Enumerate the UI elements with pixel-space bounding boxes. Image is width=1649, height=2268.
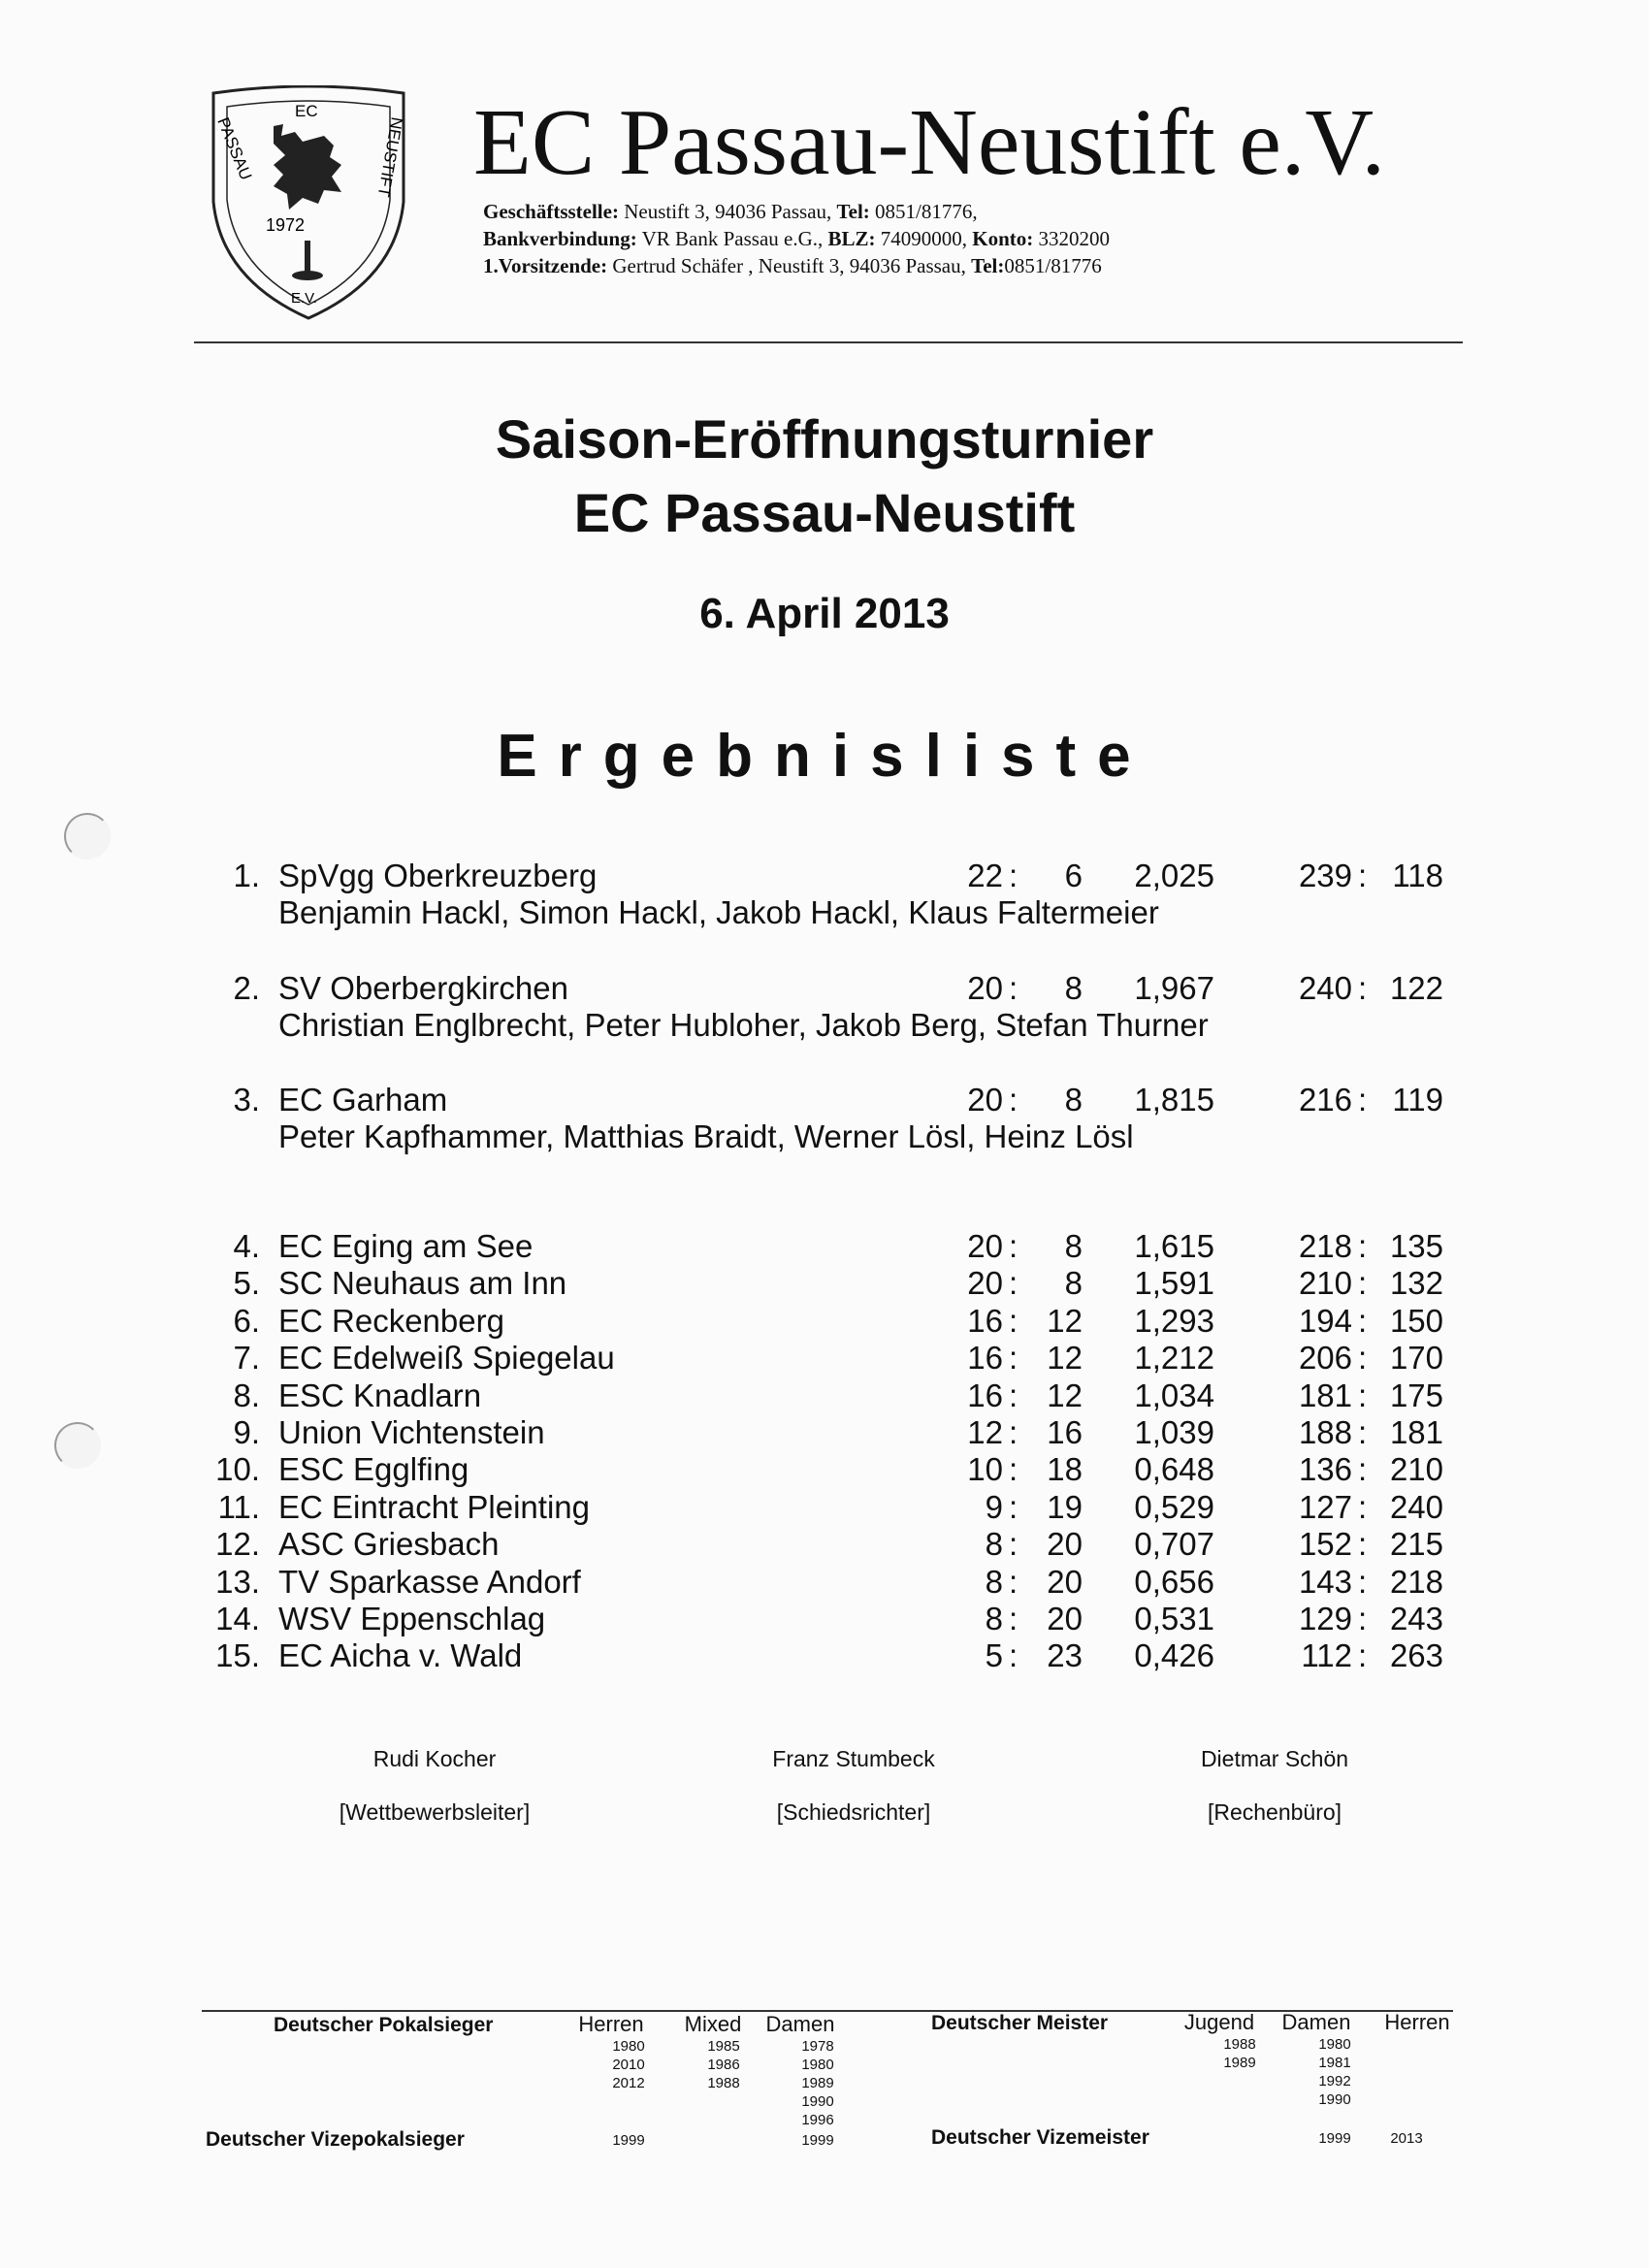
- result-stones-for: 206: [1298, 1340, 1352, 1377]
- result-points-won: 20: [967, 970, 1003, 1006]
- result-stones-against: 119: [1392, 1082, 1443, 1118]
- result-points-lost: 8: [1064, 1082, 1083, 1118]
- result-team: EC Reckenberg: [278, 1302, 504, 1339]
- result-points-won: 20: [967, 1265, 1003, 1302]
- vizepokal-damen-year: 1999: [801, 2132, 834, 2149]
- result-points-lost: 12: [1047, 1302, 1083, 1339]
- result-points-separator: :: [1009, 1601, 1018, 1636]
- result-quotient: 1,591: [1134, 1265, 1214, 1302]
- result-stones-against: 243: [1389, 1601, 1443, 1636]
- bank-line: Bankverbindung: VR Bank Passau e.G., BLZ: 74090000, Konto: 3320200: [483, 227, 1111, 250]
- official-role-3: [Rechenbüro]: [1207, 1799, 1342, 1825]
- result-stones-separator: :: [1358, 1414, 1368, 1450]
- result-points-lost: 12: [1047, 1340, 1083, 1377]
- result-rank: 15.: [215, 1637, 260, 1674]
- result-points-separator: :: [1009, 1082, 1018, 1118]
- result-stones-for: 136: [1298, 1451, 1352, 1488]
- official-name-1: Rudi Kocher: [372, 1746, 497, 1771]
- result-rank: 11.: [217, 1488, 260, 1525]
- result-points-lost: 6: [1064, 858, 1083, 893]
- result-team: EC Aicha v. Wald: [278, 1637, 523, 1674]
- result-quotient: 1,212: [1134, 1340, 1214, 1377]
- result-quotient: 0,648: [1134, 1451, 1214, 1488]
- meister-col-jugend: Jugend: [1183, 2010, 1255, 2034]
- result-stones-for: 127: [1298, 1488, 1352, 1525]
- result-points-won: 20: [967, 1228, 1003, 1264]
- result-row: [0, 1489, 1649, 1526]
- result-team: EC Eging am See: [278, 1228, 534, 1264]
- result-quotient: 0,707: [1134, 1526, 1214, 1563]
- result-rank: 6.: [233, 1302, 260, 1339]
- logo-text-top: EC: [295, 102, 318, 120]
- result-stones-against: 215: [1389, 1526, 1443, 1563]
- result-quotient: 2,025: [1134, 858, 1214, 893]
- pokal-mixed-years: 1985 1986 1988: [707, 2038, 740, 2091]
- result-stones-separator: :: [1358, 1488, 1368, 1525]
- results-heading: Ergebnisliste: [497, 723, 1152, 790]
- result-points-separator: :: [1009, 1451, 1018, 1488]
- tournament-date: 6. April 2013: [699, 590, 950, 637]
- result-quotient: 1,039: [1134, 1414, 1214, 1450]
- result-players: Peter Kapfhammer, Matthias Braidt, Werner Lösl, Heinz Lösl: [278, 1118, 1134, 1154]
- result-team: SV Oberbergkirchen: [278, 970, 568, 1006]
- result-stones-separator: :: [1358, 1451, 1368, 1488]
- official-role-2: [Schiedsrichter]: [776, 1799, 931, 1825]
- logo-text-right: NEUSTIFT: [373, 115, 406, 199]
- result-row: [0, 1451, 1649, 1488]
- result-points-lost: 8: [1064, 1228, 1083, 1264]
- result-points-separator: :: [1009, 858, 1018, 893]
- result-stones-against: 150: [1389, 1302, 1443, 1339]
- result-stones-against: 240: [1389, 1488, 1443, 1525]
- result-row: [0, 1526, 1649, 1563]
- vizepokal-label: Deutscher Vizepokalsieger: [206, 2128, 465, 2151]
- result-stones-for: 239: [1298, 858, 1352, 893]
- result-row: [0, 858, 1649, 894]
- result-stones-against: 181: [1389, 1414, 1443, 1450]
- result-stones-separator: :: [1358, 1082, 1368, 1118]
- result-points-won: 16: [967, 1377, 1003, 1413]
- result-points-won: 5: [985, 1637, 1003, 1674]
- result-points-won: 22: [967, 858, 1003, 893]
- result-row: [0, 1377, 1649, 1414]
- result-stones-against: 170: [1389, 1340, 1443, 1377]
- result-quotient: 0,656: [1134, 1563, 1214, 1600]
- result-stones-for: 194: [1298, 1302, 1352, 1339]
- result-stones-for: 112: [1301, 1637, 1352, 1674]
- result-stones-against: 263: [1389, 1637, 1443, 1674]
- result-points-separator: :: [1009, 970, 1018, 1006]
- result-quotient: 1,615: [1134, 1228, 1214, 1264]
- result-team: SC Neuhaus am Inn: [278, 1265, 567, 1302]
- result-stones-separator: :: [1358, 1377, 1368, 1413]
- meister-col-damen: Damen: [1281, 2010, 1351, 2034]
- result-points-lost: 12: [1047, 1377, 1083, 1413]
- office-line: Geschäftsstelle: Neustift 3, 94036 Passau, Tel: 0851/81776,: [483, 200, 978, 223]
- result-stones-for: 218: [1298, 1228, 1352, 1264]
- meister-jugend-years: 1988 1989: [1223, 2036, 1256, 2071]
- vizemeister-label: Deutscher Vizemeister: [931, 2126, 1149, 2149]
- result-points-separator: :: [1009, 1228, 1018, 1264]
- result-stones-for: 210: [1298, 1265, 1352, 1302]
- result-points-separator: :: [1009, 1265, 1018, 1302]
- result-points-won: 8: [985, 1526, 1003, 1563]
- result-players: Benjamin Hackl, Simon Hackl, Jakob Hackl, Klaus Faltermeier: [278, 894, 1159, 930]
- result-stones-for: 240: [1298, 970, 1352, 1006]
- result-stones-against: 132: [1389, 1265, 1443, 1302]
- result-team: EC Eintracht Pleinting: [278, 1488, 590, 1525]
- result-row: [0, 1340, 1649, 1377]
- result-stones-against: 122: [1389, 970, 1443, 1006]
- vizemeister-herren-year: 2013: [1390, 2130, 1423, 2147]
- result-rank: 1.: [233, 858, 260, 893]
- result-stones-separator: :: [1358, 1340, 1368, 1377]
- result-rank: 5.: [233, 1265, 260, 1302]
- result-row: [0, 1303, 1649, 1340]
- result-quotient: 0,426: [1134, 1637, 1214, 1674]
- result-team: ESC Egglfing: [278, 1451, 469, 1488]
- result-rank: 8.: [233, 1377, 260, 1413]
- result-points-lost: 20: [1047, 1601, 1083, 1636]
- result-stones-separator: :: [1358, 1637, 1368, 1674]
- result-row: [0, 1637, 1649, 1674]
- result-stones-separator: :: [1358, 858, 1368, 893]
- result-row: [0, 1228, 1649, 1265]
- meister-damen-years: 1980 1981 1992 1990: [1318, 2036, 1351, 2108]
- result-team: EC Edelweiß Spiegelau: [278, 1340, 615, 1377]
- result-points-won: 9: [985, 1488, 1003, 1525]
- result-points-separator: :: [1009, 1563, 1018, 1600]
- result-stones-for: 216: [1298, 1082, 1352, 1118]
- pokal-col-mixed: Mixed: [684, 2012, 742, 2036]
- result-rank: 13.: [215, 1563, 260, 1600]
- result-rank: 9.: [233, 1414, 260, 1450]
- result-row: [0, 1414, 1649, 1451]
- result-row: [0, 970, 1649, 1007]
- result-points-lost: 16: [1047, 1414, 1083, 1450]
- pokal-herren-years: 1980 2010 2012: [612, 2038, 645, 2091]
- official-name-2: Franz Stumbeck: [772, 1746, 935, 1771]
- result-stones-separator: :: [1358, 1228, 1368, 1264]
- pokal-col-damen: Damen: [765, 2012, 835, 2036]
- result-stones-separator: :: [1358, 1302, 1368, 1339]
- result-quotient: 0,529: [1134, 1488, 1214, 1525]
- punch-hole-upper: [64, 813, 111, 859]
- result-stones-for: 181: [1298, 1377, 1352, 1413]
- result-stones-separator: :: [1358, 1563, 1368, 1600]
- result-stones-against: 218: [1389, 1563, 1443, 1600]
- result-points-won: 20: [967, 1082, 1003, 1118]
- result-points-separator: :: [1009, 1414, 1018, 1450]
- pokal-damen-years: 1978 1980 1989 1990 1996: [801, 2038, 834, 2128]
- result-row: [0, 1564, 1649, 1601]
- vizemeister-damen-year: 1999: [1318, 2130, 1351, 2147]
- result-stones-separator: :: [1358, 1265, 1368, 1302]
- result-stones-for: 143: [1298, 1563, 1352, 1600]
- result-points-lost: 20: [1047, 1526, 1083, 1563]
- result-rank: 3.: [233, 1082, 260, 1118]
- result-points-separator: :: [1009, 1340, 1018, 1377]
- official-role-1: [Wettbewerbsleiter]: [339, 1799, 531, 1825]
- result-row: [0, 1082, 1649, 1118]
- meister-label: Deutscher Meister: [931, 2012, 1109, 2034]
- result-points-lost: 19: [1047, 1488, 1083, 1525]
- result-rank: 10.: [215, 1451, 260, 1488]
- result-stones-for: 129: [1298, 1601, 1352, 1636]
- meister-col-herren: Herren: [1384, 2010, 1450, 2034]
- result-stones-against: 210: [1389, 1451, 1443, 1488]
- pokal-label: Deutscher Pokalsieger: [274, 2014, 494, 2036]
- result-team: WSV Eppenschlag: [278, 1601, 546, 1636]
- result-stones-against: 135: [1389, 1228, 1443, 1264]
- result-quotient: 1,034: [1134, 1377, 1214, 1413]
- logo-text-bottom: E.V.: [291, 290, 317, 307]
- result-rank: 4.: [233, 1228, 260, 1264]
- official-name-3: Dietmar Schön: [1200, 1746, 1349, 1771]
- result-team: EC Garham: [278, 1082, 448, 1118]
- header-divider: [194, 341, 1463, 343]
- result-points-separator: :: [1009, 1526, 1018, 1563]
- vizepokal-herren-year: 1999: [612, 2132, 645, 2149]
- result-stones-separator: :: [1358, 1601, 1368, 1636]
- result-team: ESC Knadlarn: [278, 1377, 482, 1413]
- result-rank: 14.: [215, 1601, 260, 1636]
- result-team: TV Sparkasse Andorf: [278, 1563, 581, 1600]
- logo-text-left: PASSAU: [213, 114, 256, 183]
- result-row: [0, 1601, 1649, 1637]
- pokal-col-herren: Herren: [578, 2012, 644, 2036]
- result-points-won: 12: [967, 1414, 1003, 1450]
- result-rank: 7.: [233, 1340, 260, 1377]
- result-team: ASC Griesbach: [278, 1526, 500, 1563]
- result-players: Christian Englbrecht, Peter Hubloher, Jakob Berg, Stefan Thurner: [278, 1007, 1209, 1043]
- result-quotient: 1,293: [1134, 1302, 1214, 1339]
- club-name: EC Passau-Neustift e.V.: [473, 90, 1385, 195]
- result-points-lost: 23: [1047, 1637, 1083, 1674]
- result-points-separator: :: [1009, 1488, 1018, 1525]
- result-quotient: 1,815: [1134, 1082, 1214, 1118]
- club-logo: [206, 85, 411, 324]
- result-points-won: 16: [967, 1340, 1003, 1377]
- result-team: Union Vichtenstein: [278, 1414, 545, 1450]
- result-points-won: 8: [985, 1601, 1003, 1636]
- result-quotient: 0,531: [1134, 1601, 1214, 1636]
- result-team: SpVgg Oberkreuzberg: [278, 858, 598, 893]
- result-points-separator: :: [1009, 1302, 1018, 1339]
- result-points-lost: 8: [1064, 970, 1083, 1006]
- result-rank: 2.: [233, 970, 260, 1006]
- result-points-lost: 18: [1047, 1451, 1083, 1488]
- result-stones-separator: :: [1358, 970, 1368, 1006]
- result-points-won: 8: [985, 1563, 1003, 1600]
- result-stones-against: 175: [1389, 1377, 1443, 1413]
- tournament-title: Saison-Eröffnungsturnier: [495, 408, 1154, 470]
- result-stones-for: 188: [1298, 1414, 1352, 1450]
- result-stones-against: 118: [1392, 858, 1443, 893]
- chair-line: 1.Vorsitzende: Gertrud Schäfer , Neustift 3, 94036 Passau, Tel:0851/81776: [483, 254, 1102, 277]
- result-points-won: 16: [967, 1302, 1003, 1339]
- result-stones-separator: :: [1358, 1526, 1368, 1563]
- result-points-separator: :: [1009, 1377, 1018, 1413]
- result-points-lost: 20: [1047, 1563, 1083, 1600]
- result-row: [0, 1265, 1649, 1302]
- tournament-host: EC Passau-Neustift: [573, 482, 1076, 543]
- result-quotient: 1,967: [1134, 970, 1214, 1006]
- result-rank: 12.: [215, 1526, 260, 1563]
- logo-text-year: 1972: [266, 215, 306, 235]
- result-points-lost: 8: [1064, 1265, 1083, 1302]
- result-stones-for: 152: [1298, 1526, 1352, 1563]
- result-points-won: 10: [967, 1451, 1003, 1488]
- result-points-separator: :: [1009, 1637, 1018, 1674]
